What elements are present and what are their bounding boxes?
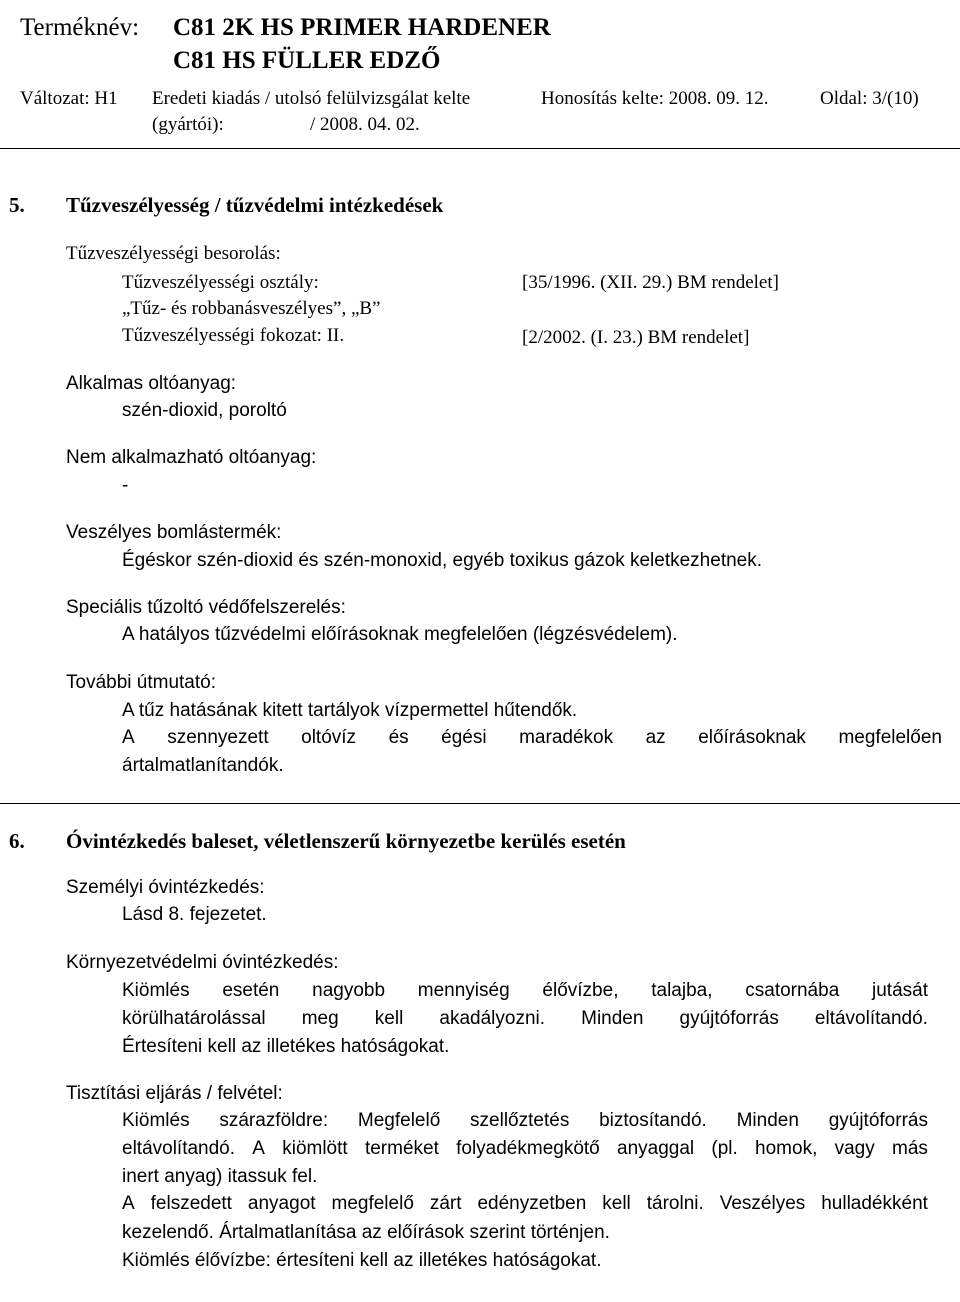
section5-title: Tűzveszélyesség / tűzvédelmi intézkedések — [66, 193, 444, 217]
word: más — [892, 1138, 928, 1159]
word: kiömlött — [282, 1138, 348, 1159]
word: eltávolítandó. — [122, 1138, 236, 1159]
word: mennyiség — [417, 980, 510, 1001]
word: kell — [374, 1008, 404, 1029]
class-value: „Tűz- és robbanásveszélyes”, „B” — [122, 298, 381, 319]
word: zárt — [429, 1193, 462, 1214]
version-label: Változat: H1 — [20, 88, 118, 109]
header-divider — [0, 148, 960, 149]
cleanup-label: Tisztítási eljárás / felvétel: — [66, 1083, 283, 1104]
word: talajba, — [651, 980, 713, 1001]
word: felszedett — [150, 1193, 232, 1214]
issue-label-maker: (gyártói): — [152, 114, 224, 135]
word: előírásoknak — [698, 727, 806, 748]
cleanup-line — [122, 1110, 928, 1132]
suitable-extinguisher-value: szén-dioxid, poroltó — [122, 400, 287, 421]
word: A — [122, 727, 135, 748]
protective-equipment-value: A hatályos tűzvédelmi előírásoknak megfelelően (légzésvédelem). — [122, 624, 678, 645]
word: Minden — [736, 1110, 799, 1131]
classification-label: Tűzveszélyességi besorolás: — [66, 243, 281, 264]
word: hulladékként — [821, 1193, 928, 1214]
word: edényzetben — [477, 1193, 587, 1214]
further-guidance-justified-line — [122, 727, 942, 749]
cleanup-line: kezelendő. Ártalmatlanítása az előírások szerint történjen. — [122, 1222, 610, 1243]
word: jutását — [872, 980, 928, 1001]
word: eltávolítandó. — [814, 1008, 928, 1029]
word: anyagot — [247, 1193, 316, 1214]
issue-date: / 2008. 04. 02. — [310, 114, 420, 135]
word: A — [252, 1138, 265, 1159]
word: oltóvíz — [301, 727, 357, 748]
degree-reference: [2/2002. (I. 23.) BM rendelet] — [522, 327, 750, 348]
cleanup-line: inert anyag) itassuk fel. — [122, 1166, 318, 1187]
protective-equipment-label: Speciális tűzoltó védőfelszerelés: — [66, 597, 346, 618]
unsuitable-extinguisher-value: - — [122, 475, 129, 496]
word: az — [645, 727, 666, 748]
word: Megfelelő — [357, 1110, 441, 1131]
word: meg — [301, 1008, 339, 1029]
word: terméket — [364, 1138, 439, 1159]
word: és — [388, 727, 409, 748]
degree-label: Tűzveszélyességi fokozat: II. — [122, 325, 345, 346]
word: akadályozni. — [439, 1008, 546, 1029]
issue-label: Eredeti kiadás / utolsó felülvizsgálat kelte — [152, 88, 471, 109]
word: megfelelő — [331, 1193, 414, 1214]
word: homok, — [755, 1138, 818, 1159]
word: égési — [441, 727, 487, 748]
product-name-1: C81 2K HS PRIMER HARDENER — [173, 14, 551, 41]
hazardous-decomposition-label: Veszélyes bomlástermék: — [66, 522, 282, 543]
cleanup-line — [122, 1193, 928, 1215]
word: tárolni. — [646, 1193, 704, 1214]
class-reference: [35/1996. (XII. 29.) BM rendelet] — [522, 272, 779, 293]
suitable-extinguisher-label: Alkalmas oltóanyag: — [66, 373, 237, 394]
word: szárazföldre: — [219, 1110, 329, 1131]
word: kell — [602, 1193, 631, 1214]
section6-number: 6. — [9, 829, 25, 853]
word: Veszélyes — [719, 1193, 806, 1214]
word: Minden — [581, 1008, 644, 1029]
word: biztosítandó. — [599, 1110, 707, 1131]
cleanup-line: Kiömlés élővízbe: értesíteni kell az illetékes hatóságokat. — [122, 1250, 602, 1271]
cleanup-line — [122, 1138, 928, 1160]
word: élővízbe, — [542, 980, 619, 1001]
word: Kiömlés — [122, 1110, 190, 1131]
personal-precaution-label: Személyi óvintézkedés: — [66, 877, 265, 898]
further-guidance-line: A tűz hatásának kitett tartályok vízpermettel hűtendők. — [122, 700, 578, 721]
word: szennyezett — [167, 727, 269, 748]
section6-title: Óvintézkedés baleset, véletlenszerű környezetbe kerülés esetén — [66, 829, 626, 853]
page-number: Oldal: 3/(10) — [820, 88, 919, 109]
word: szellőztetés — [470, 1110, 570, 1131]
word: gyújtóforrás — [828, 1110, 928, 1131]
environmental-precaution-label: Környezetvédelmi óvintézkedés: — [66, 952, 339, 973]
section-divider — [0, 803, 960, 804]
environmental-precaution-line: Értesíteni kell az illetékes hatóságokat. — [122, 1036, 450, 1057]
localization-date: Honosítás kelte: 2008. 09. 12. — [541, 88, 769, 109]
hazardous-decomposition-value: Égéskor szén-dioxid és szén-monoxid, egyéb toxikus gázok keletkezhetnek. — [122, 550, 763, 571]
word: vagy — [834, 1138, 875, 1159]
word: A — [122, 1193, 135, 1214]
word: folyadékmegkötő — [456, 1138, 600, 1159]
environmental-precaution-line — [122, 980, 928, 1002]
product-name-2: C81 HS FÜLLER EDZŐ — [173, 47, 441, 74]
word: esetén — [222, 980, 280, 1001]
word: anyaggal — [617, 1138, 695, 1159]
further-guidance-label: További útmutató: — [66, 672, 216, 693]
word: nagyobb — [312, 980, 386, 1001]
word: megfelelően — [838, 727, 942, 748]
environmental-precaution-line — [122, 1008, 928, 1030]
further-guidance-line: ártalmatlanítandók. — [122, 755, 284, 776]
unsuitable-extinguisher-label: Nem alkalmazható oltóanyag: — [66, 447, 317, 468]
word: csatornába — [745, 980, 840, 1001]
class-label: Tűzveszélyességi osztály: — [122, 272, 319, 293]
word: körülhatárolással — [122, 1008, 266, 1029]
product-label: Terméknév: — [20, 14, 140, 41]
word: (pl. — [711, 1138, 738, 1159]
personal-precaution-value: Lásd 8. fejezetet. — [122, 904, 267, 925]
section5-number: 5. — [9, 193, 25, 217]
word: gyújtóforrás — [679, 1008, 779, 1029]
word: Kiömlés — [122, 980, 190, 1001]
word: maradékok — [519, 727, 614, 748]
